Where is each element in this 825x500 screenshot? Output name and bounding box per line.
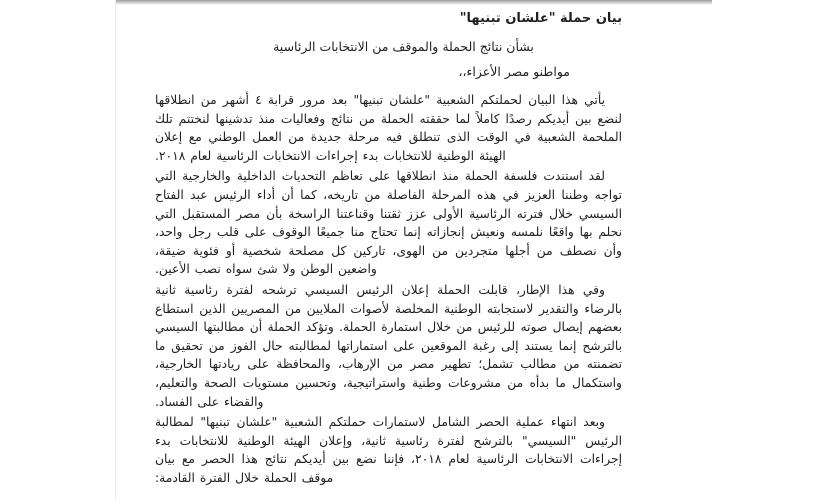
body-paragraph-2: لقد استندت فلسفة الحملة منذ انطلاقها على تعاظم التحديات الداخلية والخارجية التي تواجه وطننا العزيز في هذه المرحلة الفاصلة من تاريخه، كما أن أداء الرئيس عبد الفتاح السيسي خلال فترته الرئاسية الأولى عزز ثقتنا وقناعتنا الراسخة بأن مصر المستقبل التي نحلم بها واقعًا نلمسه ونعيش إنجازاته إنما تحتاج منا جميعًا الوقوف على قلب رجل واحد، وأن نصطف من أجلها متجردين من الهوى، تاركين كل مصلحة شخصية أو فئوية ضيقة، واضعين الوطن ولا شئ سواه نصب الأعين. xyxy=(155,169,622,277)
body-paragraph-4: وبعد انتهاء عملية الحصر الشامل لاستمارات حملتكم الشعبية "علشان تبنيها" لمطالبة الرئيس "السيسي" بالترشح لفترة رئاسية ثانية، وإعلان الهيئة الوطنية للانتخابات بدء إجراءات الانتخابات الرئاسية لعام ٢٠١٨، فإننا نضع بين أيديكم نتائج هذا الحصر مع بيان موقف الحملة خلال الفترة القادمة: xyxy=(155,415,623,485)
body-paragraph-3: وفي هذا الإطار، قابلت الحملة إعلان الرئيس السيسي ترشحه لفترة رئاسية ثانية بالرضاء والتقدير لاستجابته الوطنية المخلصة لأصوات الملايين من المصريين الذين استطاع بعضهم إيصال صوته للرئيس من خلال استمارة الحملة. وتؤكد الحملة أن مطالبتها السيسي بالترشح إنما يستند إلى رغبة الموقعين على استماراتها لمطالبته حال الفوز من تحقيق ما تضمنته من مطالب تشمل؛ تطهير مصر من الإرهاب، والمحافظة على ريادتها الخارجية، واستكمال ما بدأه من مشروعات وطنية واستراتيجية، وتحسين مستويات الصحة والتعليم، والقضاء على الفساد. xyxy=(155,282,622,409)
document-title: بيان حملة "علشان تبنيها" xyxy=(459,11,622,26)
page-left-edge xyxy=(115,0,116,500)
body-paragraph-1: يأتي هذا البيان لحملتكم الشعبية "علشان تبنيها" بعد مرور قرابة ٤ أشهر من انطلاقها لنضع بين أيديكم رصدًا كاملاً لما حققته الحملة من نتائج وفعاليات منذ تدشينها لنختتم تلك الملحمة الشعبية في الوقت الذى تنطلق فيه مرحلة جديدة من العمل الوطني مع إعلان الهيئة الوطنية للانتخابات بدء إجراءات الانتخابات الرئاسية لعام ٢٠١٨. xyxy=(155,93,622,163)
document-subtitle: بشأن نتائج الحملة والموقف من الانتخابات الرئاسية xyxy=(273,39,534,54)
document-page xyxy=(155,0,622,489)
salutation-line: مواطنو مصر الأعزاء،، xyxy=(458,64,570,79)
